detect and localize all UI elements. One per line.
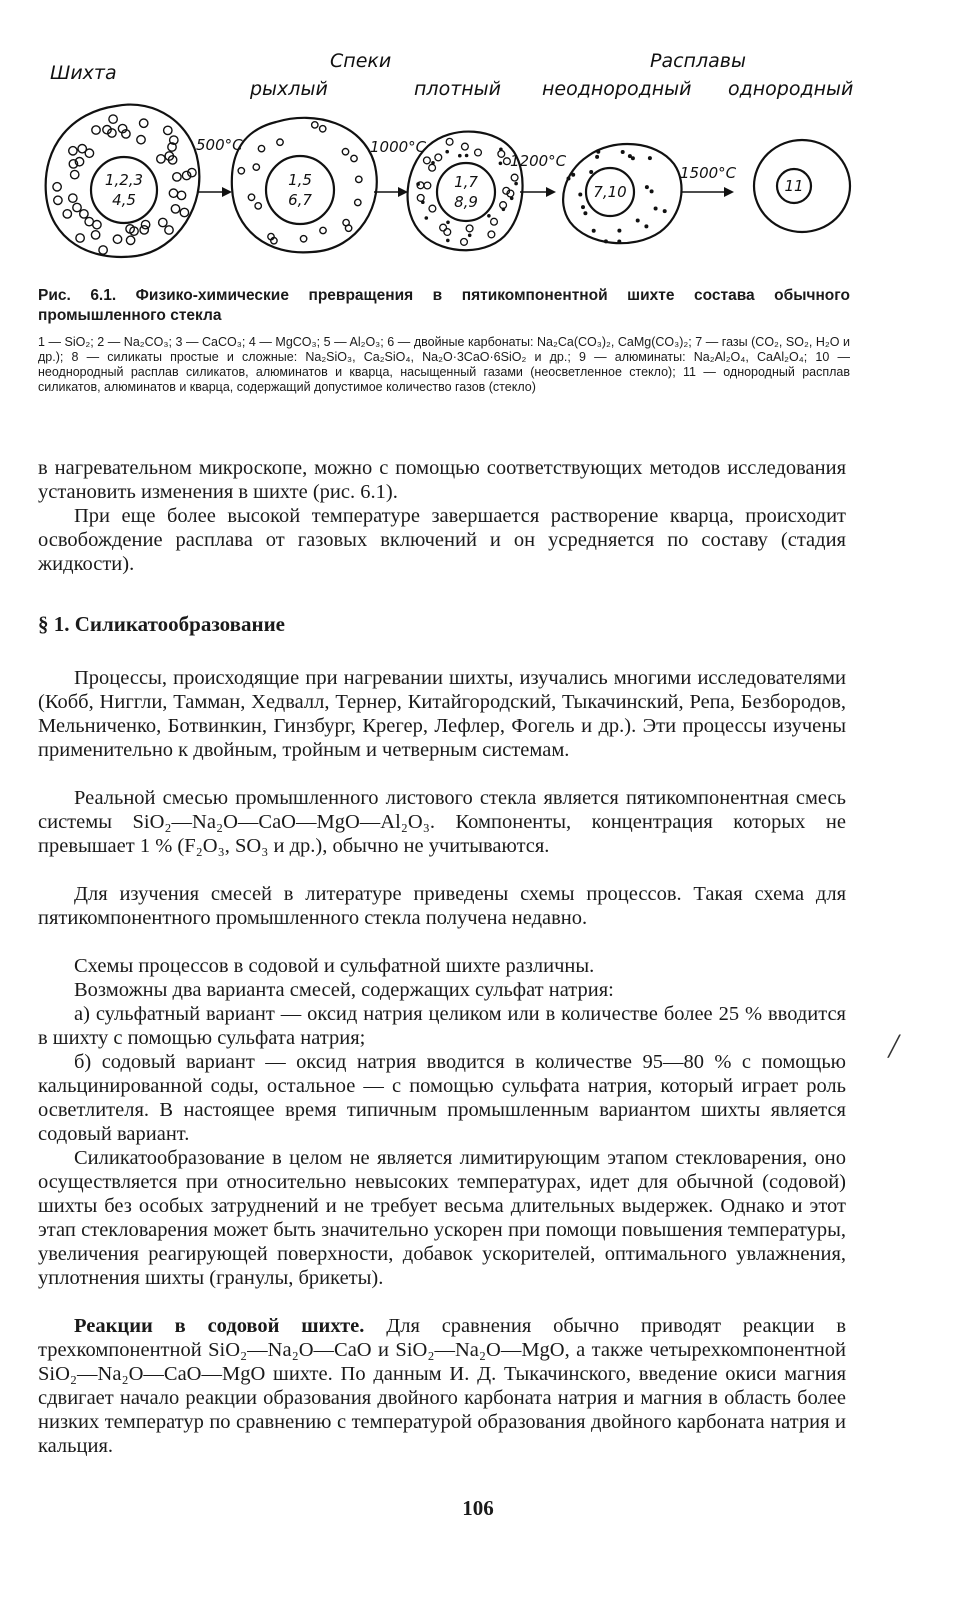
quartz-grain	[69, 194, 77, 202]
paragraph-7: Возможны два варианта смесей, содержащих сульфат натрия:	[74, 979, 614, 1001]
quartz-grain	[92, 126, 100, 134]
gas-dot	[648, 156, 652, 160]
gas-dot	[458, 154, 462, 158]
grain	[488, 231, 495, 238]
grain	[498, 151, 505, 158]
quartz-grain	[53, 183, 61, 191]
grain	[435, 154, 442, 161]
label-rykhlyi: рыхлый	[250, 78, 328, 100]
quartz-grain	[63, 210, 71, 218]
gas-dot	[663, 209, 667, 213]
paragraph-8: а) сульфатный вариант — оксид натрия целиком или в количестве более 25 % вводится в шихту с помощью сульфата натрия;	[38, 1003, 846, 1049]
core-label-5: 11	[784, 177, 804, 195]
paragraph-9: б) содовый вариант — оксид натрия вводится в количестве 95—80 % с помощью кальцинированной соды, остальное — с помощью сульфата натрия, который играет роль осветлителя. В настоящее время типичным промышленным вариантом шихты является содовый вариант.	[38, 1051, 846, 1145]
quartz-grain	[78, 145, 86, 153]
quartz-grain	[157, 155, 165, 163]
gas-dot	[636, 219, 640, 223]
section-heading: § 1. Силикатообразование	[38, 612, 286, 636]
temp-1000: 1000°С	[370, 138, 427, 156]
label-shikhta: Шихта	[50, 62, 117, 84]
gas-dot	[465, 154, 469, 158]
quartz-grain	[164, 126, 172, 134]
grain	[255, 203, 261, 209]
grain	[345, 225, 351, 231]
temp-1200: 1200°С	[510, 152, 567, 170]
paragraph-4: Реальной смесью промышленного листового стекла является пятикомпонентная смесь системы SiO₂—Na₂O—CaO—MgO—Al₂O₃. Компоненты, концентрация которых не превышает 1 % (F₂O₃, SO₃ и др.), обычно не учитываются.	[38, 787, 846, 857]
grain	[320, 126, 326, 132]
grain	[511, 174, 518, 181]
core-label-3: 1,7 8,9	[454, 173, 478, 211]
temp-500: 500°С	[196, 136, 243, 154]
quartz-grain	[73, 203, 81, 211]
label-odnorodnyi: однородный	[728, 78, 854, 100]
quartz-grain	[80, 210, 88, 218]
gas-dot	[502, 208, 506, 212]
label-neodnorodnyi: неоднородный	[542, 78, 692, 100]
grain	[417, 195, 424, 202]
quartz-grain	[141, 220, 149, 228]
quartz-grain	[99, 246, 107, 254]
grain	[253, 164, 259, 170]
gas-dot	[468, 234, 472, 238]
gas-dot	[446, 239, 450, 243]
label-plotnyi: плотный	[414, 78, 502, 100]
grain	[444, 229, 451, 236]
grain	[300, 236, 306, 242]
gas-dot	[604, 239, 608, 243]
quartz-grain	[54, 196, 62, 204]
grain	[475, 149, 482, 156]
grain	[461, 239, 468, 246]
margin-mark: ╱	[888, 1036, 901, 1058]
page-number: 106	[462, 1496, 494, 1520]
paragraph-11-run-in-heading: Реакции в содовой шихте.	[74, 1315, 365, 1337]
grain	[424, 157, 431, 164]
grain	[258, 145, 264, 151]
core-label-4: 7,10	[593, 183, 627, 201]
quartz-grain	[126, 236, 134, 244]
gas-dot	[650, 189, 654, 193]
core-label-1: 1,2,3 4,5	[104, 171, 144, 209]
grain	[440, 224, 447, 231]
paragraph-11-text: Для сравнения обычно приводят реакции в трехкомпонентной SiO₂—Na₂O—CaO и SiO₂—Na₂O—MgO, а также четырехкомпонентной SiO₂—Na₂O—CaO—MgO шихте. По данным И. Д. Тыкачинского, введение окиси магния сдвигает начало реакции образования двойного карбоната натрия и магния в область более низких температур по сравнению с температурой образования двойного карбоната натрия и кальция.	[38, 1315, 846, 1457]
gas-dot	[571, 173, 575, 177]
paragraph-3: Процессы, происходящие при нагревании шихты, изучались многими исследователями (Кобб, Ниггли, Тамман, Хедвалл, Тернер, Китайгородский, Тыкачинский, Репа, Безбородов, Мельниченко, Ботвинкин, Гинзбург, Крегер, Лефлер, Фогель и др.). Эти процессы изучены применительно к двойным, тройным и четверным системам.	[38, 667, 846, 761]
gas-dot	[446, 221, 450, 225]
grain	[238, 168, 244, 174]
grain	[355, 199, 361, 205]
grain	[466, 225, 473, 232]
grain	[320, 227, 326, 233]
quartz-grain	[113, 235, 121, 243]
grain	[424, 182, 431, 189]
quartz-grain	[177, 191, 185, 199]
quartz-grain	[165, 226, 173, 234]
gas-dot	[487, 214, 491, 218]
grain	[491, 218, 498, 225]
gas-dot	[645, 185, 649, 189]
gas-dot	[510, 197, 514, 201]
gas-dot	[595, 155, 599, 159]
gas-dot	[621, 150, 625, 154]
gas-dot	[445, 150, 449, 154]
temp-1500: 1500°С	[680, 164, 737, 182]
quartz-grain	[159, 218, 167, 226]
paragraph-10: Силикатообразование в целом не является лимитирующим этапом стекловарения, оно осуществляется при относительно невысоких температурах, идет для обычной (содовой) шихты без особых затруднений и не требует весьма длительных выдержек. Однако и этот этап стекловарения может быть значительно ускорен при помощи повышения температуры, увеличения реагирующей поверхности, добавок ускорителей, оптимального увлажнения, уплотнения шихты (гранулы, брикеты).	[38, 1147, 846, 1289]
gas-dot	[425, 216, 429, 220]
quartz-grain	[171, 205, 179, 213]
gas-dot	[416, 182, 420, 186]
gas-dot	[583, 211, 587, 215]
paragraph-5: Для изучения смесей в литературе приведены схемы процессов. Такая схема для пятикомпонентного промышленного стекла получена недавно.	[38, 883, 846, 929]
paragraph-11	[38, 1314, 846, 1458]
figure-caption-legend: 1 — SiO₂; 2 — Na₂CO₃; 3 — CaCO₃; 4 — MgCO₃; 5 — Al₂O₃; 6 — двойные карбонаты: Na₂Ca(CO₃)₂, CaMg(CO₃)₂; 7 — газы (CO₂, SO₂, H₂O и др.); 8 — силикаты простые и сложные: Na₂SiO₃, Ca₂SiO₄, Na₂O·3CaO·6SiO₂ и др.; 9 — алюминаты: Na₂Al₂O₄, CaAl₂O₄; 10 — неоднородный расплав силикатов, алюминатов и кварца, насыщенный газами (неосветленное стекло); 11 — однородный расплав силикатов, алюминатов и кварца, содержащий допустимое количество газов (стекло)	[38, 335, 850, 394]
grain	[356, 176, 362, 182]
label-rasplavy: Расплавы	[650, 50, 746, 72]
grain	[277, 139, 283, 145]
quartz-grain	[180, 208, 188, 216]
grain	[462, 143, 469, 150]
quartz-grain	[169, 189, 177, 197]
quartz-grain	[109, 115, 117, 123]
grain	[500, 202, 507, 209]
grain	[312, 122, 318, 128]
gas-dot	[499, 162, 503, 166]
quartz-grain	[137, 136, 145, 144]
gas-dot	[431, 161, 435, 165]
paragraph-6: Схемы процессов в содовой и сульфатной шихте различны.	[74, 955, 595, 977]
gas-dot	[421, 200, 425, 204]
quartz-grain	[140, 226, 148, 234]
grain	[429, 164, 436, 171]
gas-dot	[654, 207, 658, 211]
paragraph-1: в нагревательном микроскопе, можно с помощью соответствующих методов исследования установить изменения в шихте (рис. 6.1).	[38, 457, 846, 503]
paragraph-2: При еще более высокой температуре завершается растворение кварца, происходит освобождение расплава от газовых включений и он усредняется по составу (стадия жидкости).	[38, 505, 846, 575]
gas-dot	[589, 170, 593, 174]
gas-dot	[596, 150, 600, 154]
label-speki: Спеки	[330, 50, 392, 72]
grain	[429, 205, 436, 212]
gas-dot	[592, 229, 596, 233]
gas-dot	[581, 205, 585, 209]
gas-dot	[617, 229, 621, 233]
figure-6-1	[28, 44, 858, 284]
gas-dot	[644, 224, 648, 228]
quartz-grain	[140, 119, 148, 127]
grain	[248, 194, 254, 200]
quartz-grain	[85, 217, 93, 225]
quartz-grain	[91, 231, 99, 239]
grain	[342, 149, 348, 155]
quartz-grain	[69, 147, 77, 155]
gas-dot	[514, 182, 518, 186]
figure-caption-title: Рис. 6.1. Физико-химические превращения в пятикомпонентной шихте состава обычного промышленного стекла	[38, 287, 850, 324]
quartz-grain	[76, 234, 84, 242]
gas-dot	[567, 177, 571, 181]
core-label-2: 1,5 6,7	[288, 171, 312, 209]
gas-dot	[617, 240, 621, 244]
grain	[446, 138, 453, 145]
gas-dot	[631, 156, 635, 160]
quartz-grain	[71, 170, 79, 178]
quartz-grain	[173, 173, 181, 181]
gas-dot	[499, 148, 503, 152]
grain	[351, 155, 357, 161]
